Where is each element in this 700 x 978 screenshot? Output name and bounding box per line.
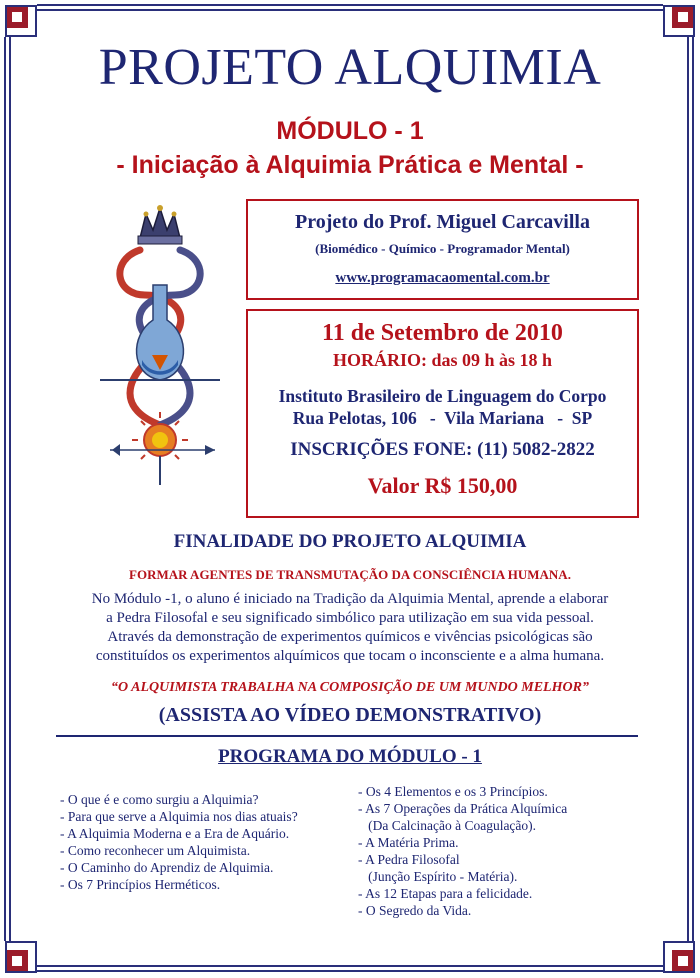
list-item: - As 12 Etapas para a felicidade. xyxy=(358,886,533,901)
purpose-paragraph xyxy=(0,590,700,666)
list-item: - Como reconhecer um Alquimista. xyxy=(60,843,251,858)
event-date: 11 de Setembro de 2010 xyxy=(322,320,563,346)
list-item: - A Matéria Prima. xyxy=(358,835,459,850)
event-time: HORÁRIO: das 09 h às 18 h xyxy=(332,350,553,370)
paragraph-line: a Pedra Filosofal e seu significado simbólico para utilização em sua vida pessoal. xyxy=(106,610,594,626)
list-item: - O Segredo da Vida. xyxy=(358,903,472,918)
event-venue: Instituto Brasileiro de Linguagem do Corpo xyxy=(278,386,607,406)
program-list-right xyxy=(358,783,648,919)
program-heading: PROGRAMA DO MÓDULO - 1 xyxy=(218,746,482,767)
list-item: - A Pedra Filosofal xyxy=(358,852,460,867)
website-link[interactable]: www.programacaomental.com.br xyxy=(335,270,550,286)
author-credentials: (Biomédico - Químico - Programador Mental) xyxy=(315,241,570,256)
module-label: MÓDULO - 1 xyxy=(276,117,424,145)
corner-ornament-top-left xyxy=(3,3,37,37)
corner-ornament-bottom-left xyxy=(3,941,37,975)
quote: “O ALQUIMISTA TRABALHA NA COMPOSIÇÃO DE UM MUNDO MELHOR” xyxy=(111,680,589,695)
event-price: Valor R$ 150,00 xyxy=(367,473,518,498)
author-box xyxy=(246,199,639,300)
list-item: - Os 4 Elementos e os 3 Princípios. xyxy=(358,784,548,799)
alchemy-illustration xyxy=(90,200,230,490)
list-item: (Junção Espírito - Matéria). xyxy=(358,869,518,884)
corner-ornament-bottom-right xyxy=(663,941,697,975)
paragraph-line: Através da demonstração de experimentos químicos e vivências psicológicas são xyxy=(107,629,593,645)
subtitle: - Iniciação à Alquimia Prática e Mental - xyxy=(116,151,584,179)
author-name: Projeto do Prof. Miguel Carcavilla xyxy=(295,211,590,233)
corner-ornament-top-right xyxy=(663,3,697,37)
section-divider xyxy=(56,735,638,737)
purpose-tagline: FORMAR AGENTES DE TRANSMUTAÇÃO DA CONSCIÊNCIA HUMANA. xyxy=(129,567,571,582)
event-box xyxy=(246,309,639,518)
program-list-left xyxy=(60,791,350,893)
list-item: - A Alquimia Moderna e a Era de Aquário. xyxy=(60,826,290,841)
event-address: Rua Pelotas, 106 - Vila Mariana - SP xyxy=(292,408,593,428)
video-callout[interactable]: (ASSISTA AO VÍDEO DEMONSTRATIVO) xyxy=(158,704,542,726)
purpose-heading: FINALIDADE DO PROJETO ALQUIMIA xyxy=(173,531,527,552)
list-item: - Os 7 Princípios Herméticos. xyxy=(60,877,221,892)
paragraph-line: constituídos os experimentos alquímicos que tocam o inconsciente e a alma humana. xyxy=(95,648,605,664)
list-item: (Da Calcinação à Coagulação). xyxy=(358,818,537,833)
list-item: - Para que serve a Alquimia nos dias atuais? xyxy=(60,809,298,824)
paragraph-line: No Módulo -1, o aluno é iniciado na Tradição da Alquimia Mental, aprende a elaborar xyxy=(91,591,609,607)
list-item: - O Caminho do Aprendiz de Alquimia. xyxy=(60,860,274,875)
event-phone: INSCRIÇÕES FONE: (11) 5082-2822 xyxy=(290,439,595,460)
list-item: - O que é e como surgiu a Alquimia? xyxy=(60,792,259,807)
page-title: PROJETO ALQUIMIA xyxy=(98,39,602,96)
list-item: - As 7 Operações da Prática Alquímica xyxy=(358,801,568,816)
